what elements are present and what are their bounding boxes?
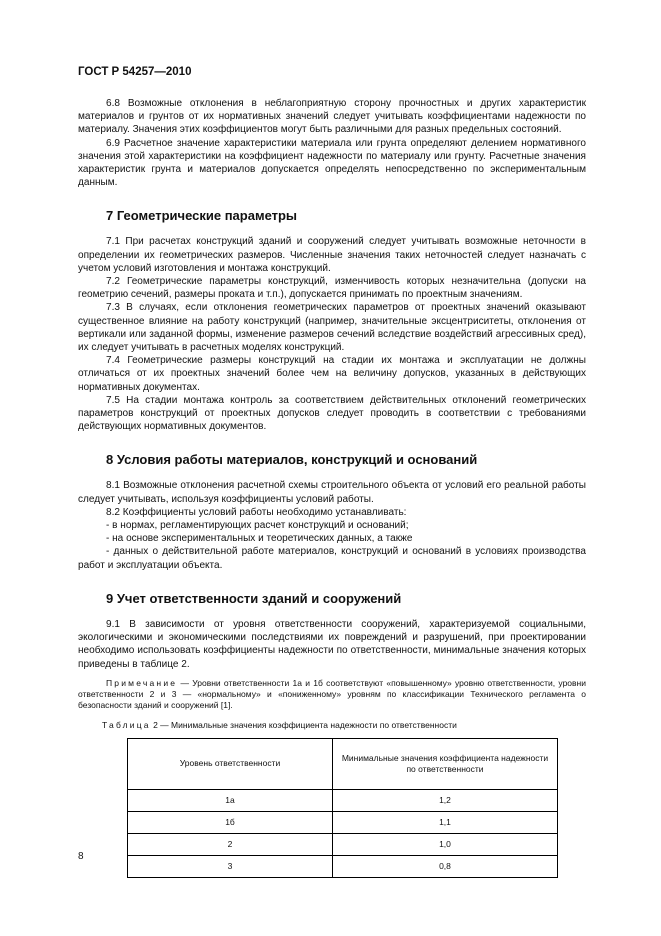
paragraph-7-1: 7.1 При расчетах конструкций зданий и сооружений следует учитывать возможные неточности в определении их геометрических размеров. Численные значения таких неточностей следует назначать с учетом условий изготовления и монтажа конструкций. [78,236,586,274]
list-item: - в нормах, регламентирующих расчет конструкций и оснований; [106,520,409,532]
list-item: - на основе экспериментальных и теоретических данных, а также [106,533,413,545]
paragraph-7-4: 7.4 Геометрические размеры конструкций на стадии их монтажа и эксплуатации не должны отличаться от их проектных значений более чем на величину допусков, указанных в действующих нормативных документах. [78,355,586,393]
table-cell-level: 2 [128,833,333,855]
table-cell-coefficient: 1,2 [333,789,558,811]
table-caption-text: 2 — Минимальные значения коэффициента надежности по ответственности [150,719,457,730]
table-cell-level: 3 [128,855,333,877]
paragraph-7-5: 7.5 На стадии монтажа контроль за соответствием действительных отклонений геометрических параметров конструкций от проектных допусков следует проводить в соответствии с требованиями действующих нормативных документов. [78,394,586,433]
table-cell-coefficient: 1,0 [333,833,558,855]
table-caption-label: Таблица [102,719,151,730]
section-9-heading: 9 Учет ответственности зданий и сооружений [106,590,402,606]
document-header: ГОСТ Р 54257—2010 [78,66,192,78]
reliability-table [127,738,558,878]
note-text: — Уровни ответственности 1а и 1б соответствуют «повышенному» уровню ответственности, уровни ответственности 2 и 3 — «нормальному» и «пониженному» уровням по классификации Технического регламента о безопасности зданий и сооружений [1]. [78,677,586,711]
paragraph-7-3: 7.3 В случаях, если отклонения геометрических параметров от проектных значений оказывают существенное влияние на работу конструкций (например, значительные эксцентриситеты, отклонения от вертикали или заданной формы, изменение размеров сечений вследствие воздействий агрессивных сред), их следует учитывать в расчетных моделях конструкций. [78,302,586,354]
table-row [128,833,558,855]
note [78,678,586,712]
table-caption [78,719,586,732]
table-cell-level: 1б [128,811,333,833]
table-cell-coefficient: 0,8 [333,855,558,877]
paragraph-6-9: 6.9 Расчетное значение характеристики материала или грунта определяют делением нормативного значения этой характеристики на коэффициент надежности по материалу или грунту. Расчетные значения характеристик грунта и материалов допускается определять непосредственно по экспериментальным данным. [78,137,586,189]
section-7-heading: 7 Геометрические параметры [106,208,298,224]
table-row [128,811,558,833]
section-8-heading: 8 Условия работы материалов, конструкций и оснований [106,452,478,468]
table-row [128,789,558,811]
paragraph-8-1: 8.1 Возможные отклонения расчетной схемы строительного объекта от условий его реальной работы следует учитывать, используя коэффициенты условий работы. [78,480,586,505]
table-header-coefficient: Минимальные значения коэффициента надежности по ответственности [333,738,558,789]
table-row [128,855,558,877]
table-cell-level: 1а [128,789,333,811]
list-item: - данных о действительной работе материалов, конструкций и оснований в условиях производства работ и эксплуатации объекта. [78,546,586,571]
paragraph-7-2: 7.2 Геометрические параметры конструкций, изменчивость которых незначительна (допуски на геометрию сечений, размеры проката и т.п.), допускается принимать по проектным значениям. [78,276,586,301]
paragraph-6-8: 6.8 Возможные отклонения в неблагоприятную сторону прочностных и других характеристик материалов и грунтов от их нормативных значений следует учитывать коэффициентами надежности по материалу. Значения этих коэффициентов могут быть различными для разных предельных состояний. [78,98,586,136]
page-number: 8 [78,851,84,862]
paragraph-8-2: 8.2 Коэффициенты условий работы необходимо устанавливать: [106,506,407,518]
paragraph-9-1: 9.1 В зависимости от уровня ответственности сооружений, характеризуемой социальными, экологическими и экономическими последствиями их повреждений и разрушений, при проектировании необходимо использовать коэффициенты надежности по ответственности, минимальные значения которых приведены в таблице 2. [78,618,586,670]
note-label: Примечание [106,677,178,688]
page-content [78,97,586,878]
table-header-level: Уровень ответственности [128,738,333,789]
table-header-row [128,738,558,789]
table-cell-coefficient: 1,1 [333,811,558,833]
